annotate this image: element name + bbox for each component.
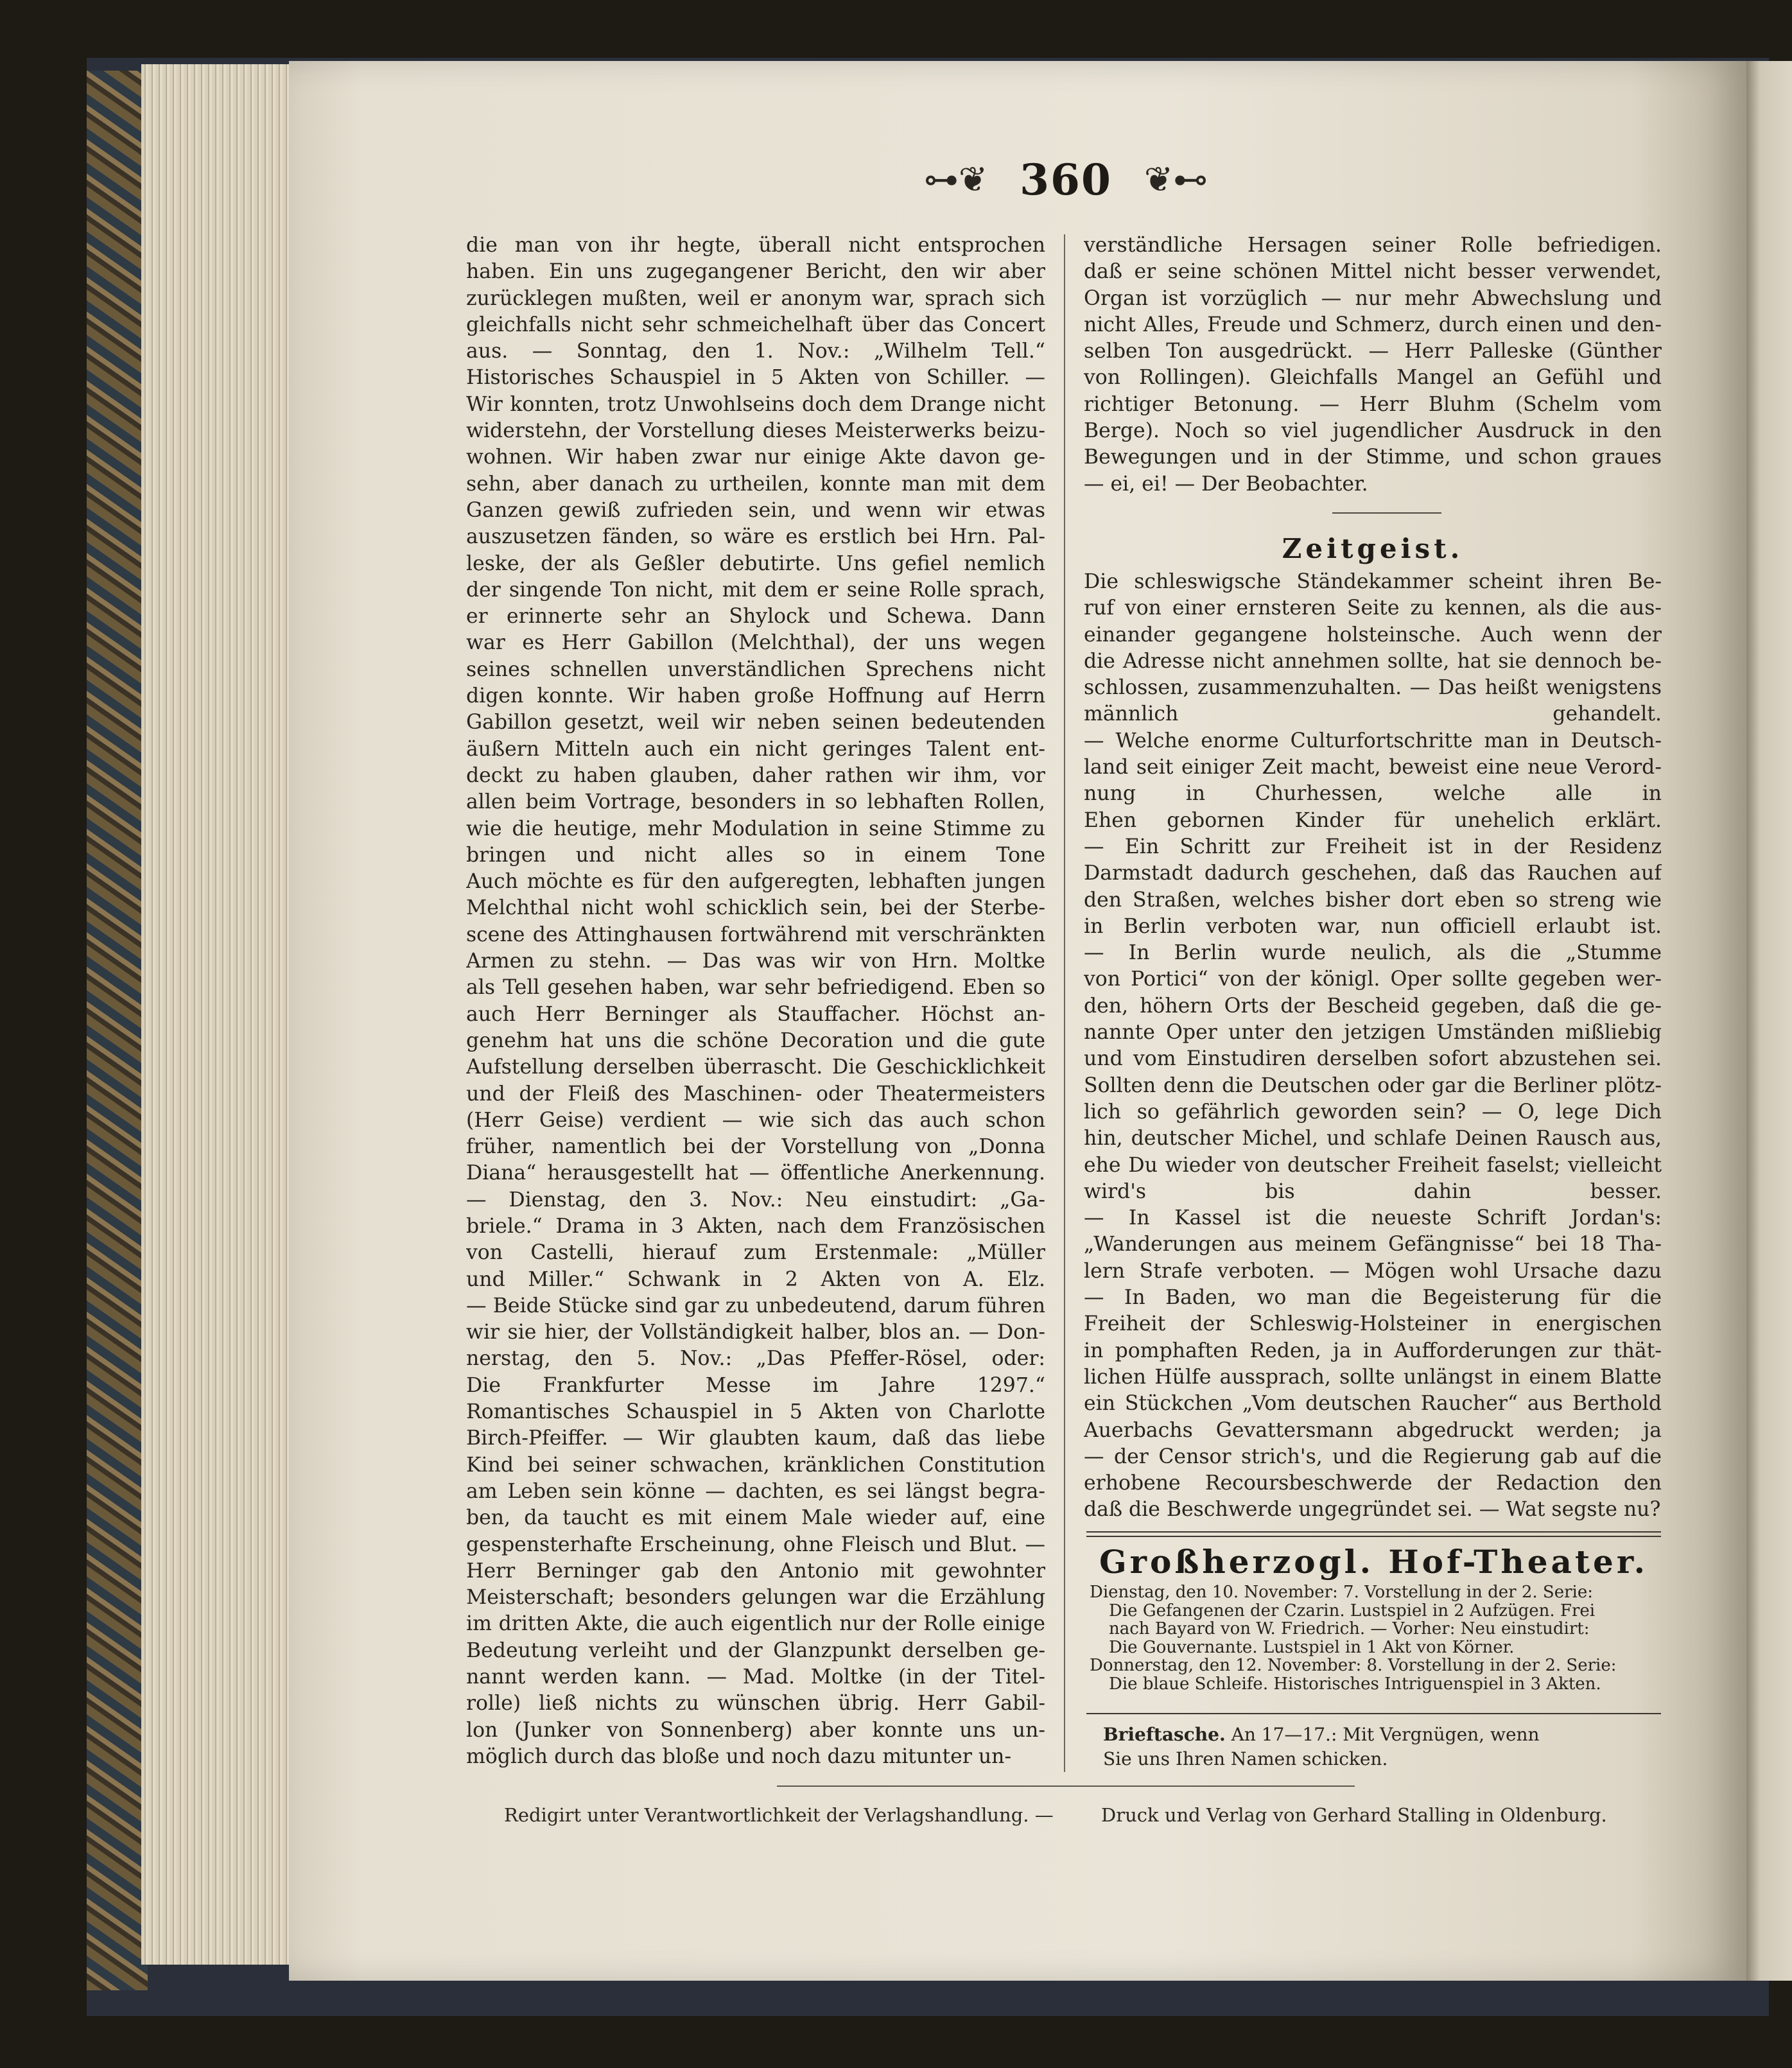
left-column-line: im dritten Akte, die auch eigentlich nur der Rolle einige	[466, 1612, 1045, 1636]
left-column-line: — Beide Stücke sind gar zu unbedeutend, darum führen	[466, 1294, 1045, 1317]
left-column-line: (Herr Geise) verdient — wie sich das auch schon	[466, 1108, 1045, 1132]
left-column-line: auch Herr Berninger als Stauffacher. Höchst an-	[466, 1002, 1045, 1026]
zeitgeist-line: männlich gehandelt.	[1084, 702, 1662, 726]
zeitgeist-line: Sollten denn die Deutschen oder gar die Berliner plötz-	[1084, 1073, 1662, 1097]
left-column-line: wie die heutige, mehr Modulation in seine Stimme zu	[466, 817, 1045, 840]
zeitgeist-line: von Portici“ von der königl. Oper sollte gegeben wer-	[1084, 968, 1662, 991]
briefkasten	[1103, 1723, 1662, 1771]
zeitgeist-line: den Straßen, welches bisher dort eben so streng wie	[1084, 888, 1662, 912]
theater-line: Die Gouvernante. Lustspiel in 1 Akt von Körner.	[1109, 1638, 1515, 1656]
briefkasten-line-1: An 17—17.: Mit Vergnügen, wenn	[1225, 1724, 1540, 1745]
left-column-line: haben. Ein uns zugegangener Bericht, den wir aber	[466, 260, 1045, 284]
zeitgeist-line: die Adresse nicht annehmen sollte, hat sie dennoch be-	[1084, 649, 1662, 673]
left-column-line: äußern Mitteln auch ein nicht geringes Talent ent-	[466, 737, 1045, 761]
zeitgeist-line: Ehen gebornen Kinder für unehelich erklärt.	[1084, 808, 1662, 832]
left-column-line: Wir konnten, trotz Unwohlseins doch dem Drange nicht	[466, 392, 1045, 416]
zeitgeist-line: daß die Beschwerde ungegründet sei. — Wat segste nu?	[1084, 1498, 1661, 1522]
zeitgeist-line: wird's bis dahin besser.	[1084, 1179, 1662, 1203]
right-column-zeitgeist	[1084, 569, 1662, 1524]
page-header	[899, 155, 1233, 205]
left-column-line: auszusetzen fänden, so wäre es erstlich bei Hrn. Pal-	[466, 525, 1045, 549]
left-column-line: widerstehn, der Vorstellung dieses Meisterwerks beizu-	[466, 419, 1045, 443]
review-end-line: — ei, ei! — Der Beobachter.	[1084, 472, 1368, 496]
review-end-line: nicht Alles, Freude und Schmerz, durch einen und den-	[1084, 313, 1662, 336]
theater-line: nach Bayard von W. Friedrich. — Vorher: Neu einstudirt:	[1109, 1620, 1590, 1638]
left-column-line: Herr Berninger gab den Antonio mit gewohnter	[466, 1559, 1045, 1583]
left-column-line: seines schnellen unverständlichen Sprechens nicht	[466, 657, 1045, 681]
zeitgeist-line: „Wanderungen aus meinem Gefängnisse“ bei 18 Tha-	[1084, 1233, 1662, 1256]
zeitgeist-line: — In Berlin wurde neulich, als die „Stumme	[1084, 941, 1662, 965]
zeitgeist-line: — Welche enorme Culturfortschritte man in Deutsch-	[1084, 729, 1662, 752]
left-column-line: rolle) ließ nichts zu wünschen übrig. Herr Gabil-	[466, 1692, 1045, 1716]
left-column-line: — Dienstag, den 3. Nov.: Neu einstudirt: „Ga-	[466, 1188, 1045, 1212]
zeitgeist-line: erhobene Recoursbeschwerde der Redaction den	[1084, 1472, 1662, 1495]
left-column-line: Romantisches Schauspiel in 5 Akten von Charlotte	[466, 1400, 1045, 1424]
left-column-line: genehm hat uns die schöne Decoration und die gute	[466, 1029, 1045, 1052]
theater-rule-top	[1086, 1531, 1661, 1537]
left-column-line: allen beim Vortrage, besonders in so lebhaften Rollen,	[466, 790, 1045, 814]
theater-rule-bottom	[1086, 1713, 1661, 1714]
left-column-line: Birch-Pfeiffer. — Wir glaubten kaum, daß das liebe	[466, 1427, 1045, 1450]
left-column-line: Diana“ herausgestellt hat — öffentliche Anerkennung.	[466, 1161, 1045, 1185]
left-column-line: digen konnte. Wir haben große Hoffnung auf Herrn	[466, 684, 1045, 708]
facing-page-edge	[1746, 61, 1792, 1981]
left-column-line: Ganzen gewiß zufrieden sein, und wenn wir etwas	[466, 498, 1045, 522]
left-column-line: sehn, aber danach zu urtheilen, konnte man mit dem	[466, 472, 1045, 496]
left-column-line: gleichfalls nicht sehr schmeichelhaft über das Concert	[466, 313, 1045, 336]
left-column-line: briele.“ Drama in 3 Akten, nach dem Französischen	[466, 1214, 1045, 1238]
left-column-line: ben, da taucht es mit einem Male wieder auf, eine	[466, 1506, 1045, 1530]
left-column-line: scene des Attinghausen fortwährend mit verschränkten	[466, 923, 1045, 946]
left-column-line: leske, der als Geßler debutirte. Uns gefiel nemlich	[466, 552, 1045, 575]
theater-line: Die Gefangenen der Czarin. Lustspiel in 2 Aufzügen. Frei	[1109, 1601, 1596, 1620]
left-column-line: Bedeutung verleiht und der Glanzpunkt derselben ge-	[466, 1638, 1045, 1662]
review-end-line: selben Ton ausgedrückt. — Herr Palleske (Günther	[1084, 340, 1662, 363]
left-column-line: Die Frankfurter Messe im Jahre 1297.“	[466, 1373, 1045, 1397]
zeitgeist-line: — In Baden, wo man die Begeisterung für die	[1084, 1286, 1662, 1310]
zeitgeist-line: Darmstadt dadurch geschehen, daß das Rauchen auf	[1084, 862, 1662, 885]
zeitgeist-line: — In Kassel ist die neueste Schrift Jordan's:	[1084, 1206, 1662, 1230]
right-column-review-end	[1084, 232, 1662, 498]
left-column-line: früher, namentlich bei der Vorstellung von „Donna	[466, 1135, 1045, 1159]
page-stack-edges	[141, 64, 290, 1965]
theater-line: Donnerstag, den 12. November: 8. Vorstellung in der 2. Serie:	[1090, 1656, 1617, 1675]
zeitgeist-line: Freiheit der Schleswig-Holsteiner in energischen	[1084, 1312, 1662, 1336]
left-column-line: die man von ihr hegte, überall nicht entsprochen	[466, 234, 1045, 257]
section-separator	[1332, 512, 1441, 514]
zeitgeist-line: nannte Oper unter den jetzigen Umständen mißliebig	[1084, 1021, 1662, 1045]
left-column-line: Gabillon gesetzt, weil wir neben seinen bedeutenden	[466, 711, 1045, 734]
zeitgeist-line: schlossen, zusammenzuhalten. — Das heißt wenigstens	[1084, 676, 1662, 700]
left-column-line: am Leben sein könne — dachten, es sei längst begra-	[466, 1479, 1045, 1503]
zeitgeist-line: — der Censor strich's, und die Regierung gab auf die	[1084, 1445, 1662, 1468]
zeitgeist-line: — Ein Schritt zur Freiheit ist in der Residenz	[1084, 835, 1662, 858]
left-column-line: er erinnerte sehr an Shylock und Schewa. Dann	[466, 605, 1045, 629]
zeitgeist-line: den, höhern Orts der Bescheid gegeben, daß die ge-	[1084, 994, 1662, 1018]
zeitgeist-line: einander gegangene holsteinsche. Auch wenn der	[1084, 623, 1662, 647]
left-column-line: Melchthal nicht wohl schicklich sein, bei der Sterbe-	[466, 896, 1045, 920]
left-column-line: aus. — Sonntag, den 1. Nov.: „Wilhelm Tell.“	[466, 340, 1045, 363]
zeitgeist-line: lichen Hülfe aussprach, sollte unlängst in einem Blatte	[1084, 1365, 1662, 1389]
left-column	[466, 232, 1045, 1770]
left-column-line: bringen und nicht alles so in einem Tone	[466, 843, 1045, 867]
left-column-line: Armen zu stehn. — Das was wir von Hrn. Moltke	[466, 950, 1045, 973]
zeitgeist-line: Auerbachs Gevattersmann abgedruckt werden; ja	[1084, 1418, 1662, 1442]
left-column-line: lon (Junker von Sonnenberg) aber konnte uns un-	[466, 1718, 1045, 1742]
left-column-line: nannt werden kann. — Mad. Moltke (in der Titel-	[466, 1665, 1045, 1689]
left-column-line: war es Herr Gabillon (Melchthal), der uns wegen	[466, 631, 1045, 655]
left-flourish-icon: ⊶❦	[923, 159, 988, 200]
briefkasten-line-2: Sie uns Ihren Namen schicken.	[1103, 1748, 1388, 1769]
review-end-line: verständliche Hersagen seiner Rolle befriedigen.	[1084, 234, 1662, 257]
left-column-line: gespensterhafte Erscheinung, ohne Fleisch und Blut. —	[466, 1533, 1045, 1556]
left-column-line: möglich durch das bloße und noch dazu mitunter un-	[466, 1744, 1012, 1768]
zeitgeist-line: ruf von einer ernsteren Seite zu kennen, als die aus-	[1084, 596, 1662, 620]
left-column-line: als Tell gesehen haben, war sehr befriedigend. Eben so	[466, 976, 1045, 1000]
review-end-line: Bewegungen und in der Stimme, und schon graues	[1084, 446, 1662, 469]
zeitgeist-line: ehe Du wieder von deutscher Freiheit faselst; vielleicht	[1084, 1153, 1662, 1177]
review-end-line: richtiger Betonung. — Herr Bluhm (Schelm vom	[1084, 392, 1662, 416]
zeitgeist-line: Die schleswigsche Ständekammer scheint ihren Be-	[1084, 570, 1662, 593]
footer-editor-note: Redigirt unter Verantwortlichkeit der Verlagshandlung. —	[504, 1804, 1054, 1826]
marbled-edge	[87, 71, 148, 1990]
right-flourish-icon: ❦⊷	[1144, 159, 1208, 200]
footer-rule	[777, 1786, 1355, 1787]
page-number: 360	[1020, 155, 1112, 205]
theater-program	[1090, 1583, 1661, 1693]
section-title-zeitgeist: Zeitgeist.	[1282, 533, 1464, 564]
zeitgeist-line: land seit einiger Zeit macht, beweist eine neue Verord-	[1084, 756, 1662, 779]
left-column-line: wohnen. Wir haben zwar nur einige Akte davon ge-	[466, 446, 1045, 469]
theater-line: Die blaue Schleife. Historisches Intriguenspiel in 3 Akten.	[1109, 1674, 1601, 1693]
review-end-line: von Rollingen). Gleichfalls Mangel an Gefühl und	[1084, 366, 1662, 390]
theater-title: Großherzogl. Hof-Theater.	[1099, 1543, 1649, 1581]
zeitgeist-line: in pomphaften Reden, ja in Aufforderungen zur thät-	[1084, 1339, 1662, 1362]
column-divider	[1064, 234, 1065, 1772]
zeitgeist-line: in Berlin verboten war, nun officiell erlaubt ist.	[1084, 914, 1662, 938]
review-end-line: Berge). Noch so viel jugendlicher Ausdruck in den	[1084, 419, 1662, 443]
left-column-line: Historisches Schauspiel in 5 Akten von Schiller. —	[466, 366, 1045, 390]
review-end-line: Organ ist vorzüglich — nur mehr Abwechslung und	[1084, 286, 1662, 310]
left-column-line: deckt zu haben glauben, daher rathen wir ihm, vor	[466, 763, 1045, 787]
left-column-line: der singende Ton nicht, mit dem er seine Rolle sprach,	[466, 578, 1045, 602]
briefkasten-label: Brieftasche.	[1103, 1724, 1226, 1745]
theater-line: Dienstag, den 10. November: 7. Vorstellung in der 2. Serie:	[1090, 1583, 1593, 1602]
zeitgeist-line: nung in Churhessen, welche alle in	[1084, 782, 1662, 806]
left-column-line: nerstag, den 5. Nov.: „Das Pfeffer-Rösel, oder:	[466, 1347, 1045, 1371]
left-column-line: Kind bei seiner schwachen, kränklichen Constitution	[466, 1453, 1045, 1477]
left-column-line: wir sie hier, der Vollständigkeit halber, blos an. — Don-	[466, 1321, 1045, 1344]
zeitgeist-line: hin, deutscher Michel, und schlafe Deinen Rausch aus,	[1084, 1127, 1662, 1151]
left-column-line: zurücklegen mußten, weil er anonym war, sprach sich	[466, 286, 1045, 310]
left-column-line: und der Fleiß des Maschinen- oder Theatermeisters	[466, 1082, 1045, 1106]
left-column-line: von Castelli, hierauf zum Erstenmale: „Müller	[466, 1241, 1045, 1265]
zeitgeist-line: lern Strafe verboten. — Mögen wohl Ursache dazu	[1084, 1259, 1662, 1283]
left-column-line: Auch möchte es für den aufgeregten, lebhaften jungen	[466, 870, 1045, 894]
left-column-line: und Miller.“ Schwank in 2 Akten von A. Elz.	[466, 1267, 1045, 1291]
zeitgeist-line: und vom Einstudiren derselben sofort abzustehen sei.	[1084, 1047, 1662, 1071]
left-column-line: Meisterschaft; besonders gelungen war die Erzählung	[466, 1586, 1045, 1610]
zeitgeist-line: lich so gefährlich geworden sein? — O, lege Dich	[1084, 1100, 1662, 1124]
review-end-line: daß er seine schönen Mittel nicht besser verwendet,	[1084, 260, 1662, 284]
zeitgeist-line: ein Stückchen „Vom deutschen Raucher“ aus Berthold	[1084, 1392, 1662, 1416]
footer-publisher: Druck und Verlag von Gerhard Stalling in Oldenburg.	[1101, 1804, 1607, 1826]
left-column-line: Aufstellung derselben überrascht. Die Geschicklichkeit	[466, 1056, 1045, 1079]
